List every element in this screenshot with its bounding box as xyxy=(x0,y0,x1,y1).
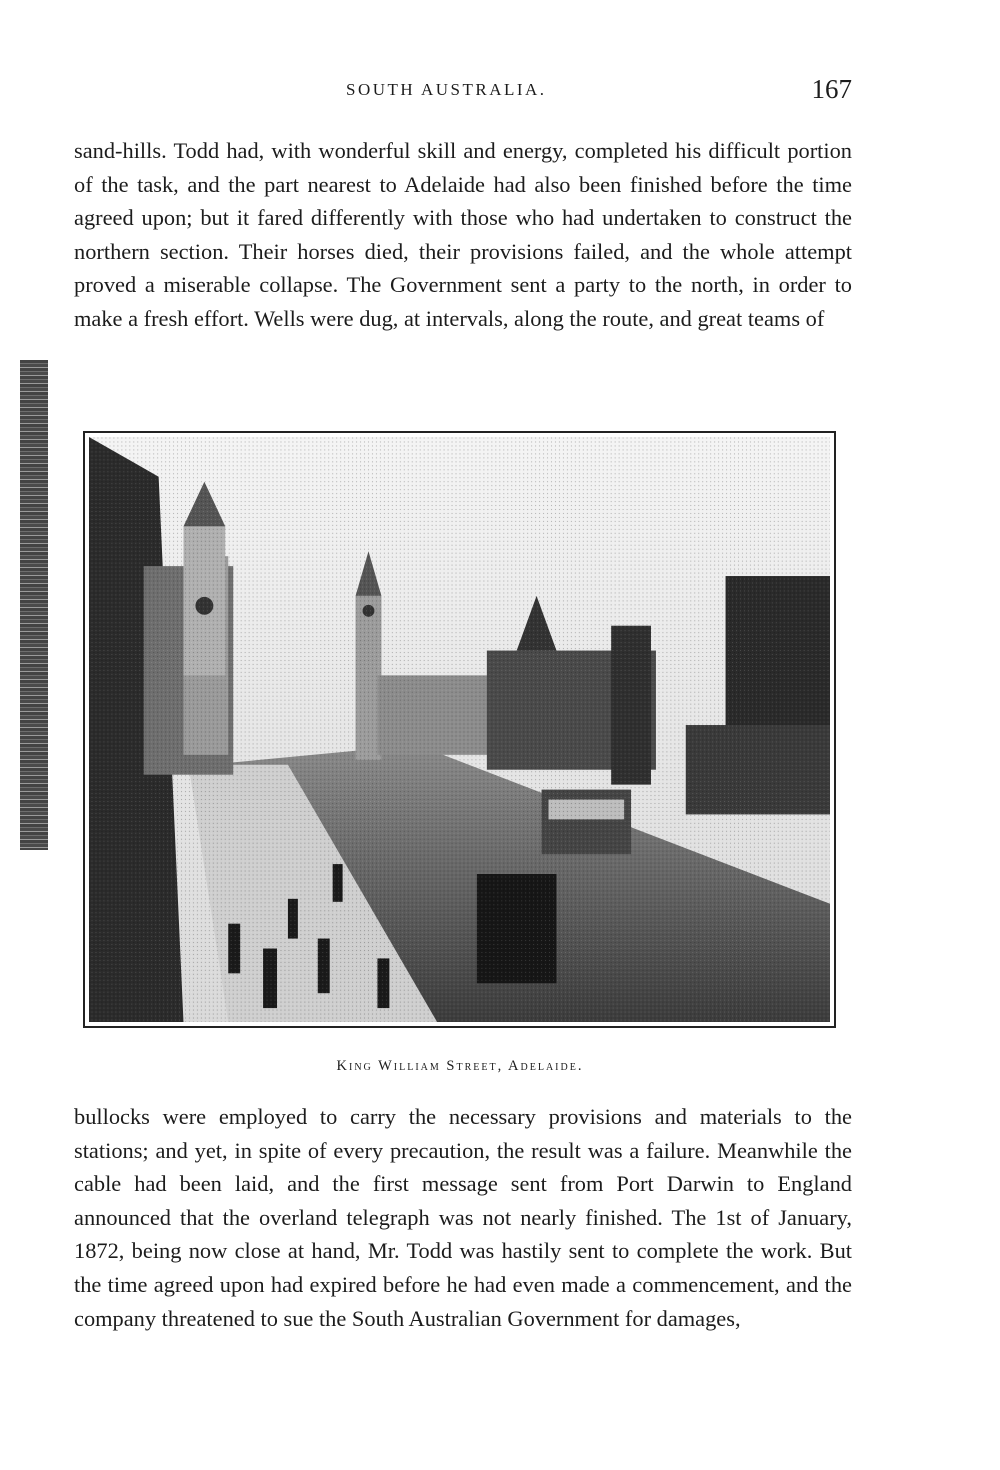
running-title: SOUTH AUSTRALIA. xyxy=(346,80,547,99)
body-paragraph-top: sand-hills. Todd had, with wonderful skill and energy, completed his difficult portion of the task, and the part nearest to Adelaide had also been finished before the time agreed upon; but it fared differently with those who had undertaken to construct the northern section. Their horses died, their provisions failed, and the whole attempt proved a miserable collapse. The Government sent a party to the north, in order to make a fresh effort. Wells were dug, at intervals, along the route, and great teams of xyxy=(74,138,852,331)
page-header xyxy=(74,74,854,108)
street-photograph xyxy=(83,431,836,1028)
scan-edge-artifact xyxy=(20,360,48,850)
figure-caption: King William Street, Adelaide. xyxy=(336,1058,584,1074)
street-scene-illustration xyxy=(89,437,830,1022)
page-number: 167 xyxy=(811,74,852,104)
body-paragraph-bottom: bullocks were employed to carry the necessary provisions and materials to the stations; and yet, in spite of every precaution, the result was a failure. Meanwhile the cable had been laid, and the first message sent from Port Darwin to England announced that the overland telegraph was not nearly finished. The 1st of January, 1872, being now close at hand, Mr. Todd was hastily sent to complete the work. But the time agreed upon had expired before he had even made a commencement, and the company threatened to sue the South Australian Government for damages, xyxy=(74,1104,852,1331)
